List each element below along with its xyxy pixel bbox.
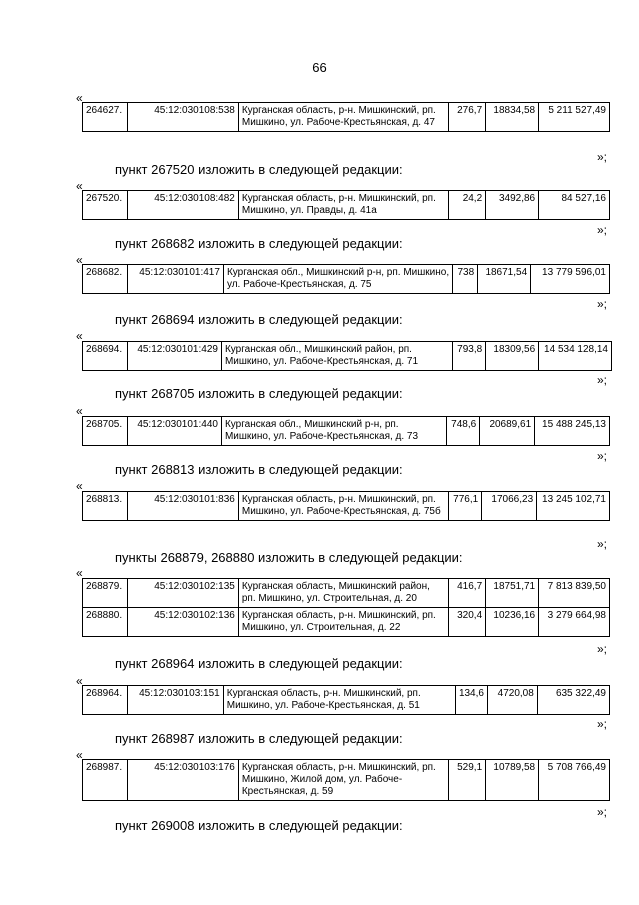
address: Курганская область, р-н. Мишкинский, рп. Мишкино, ул. Рабоче-Крестьянская, д. 51 <box>223 686 455 715</box>
rate: 10236,16 <box>486 608 539 637</box>
address: Курганская область, р-н. Мишкинский, рп. Мишкино, ул. Строительная, д. 22 <box>238 608 448 637</box>
close-quote: »; <box>597 449 608 463</box>
area: 793,8 <box>453 342 486 371</box>
open-quote: « <box>76 674 83 688</box>
cost: 3 279 664,98 <box>539 608 610 637</box>
paragraph-heading: пункт 268682 изложить в следующей редакции: <box>115 236 403 251</box>
cadastral-number: 45:12:030108:538 <box>127 103 238 132</box>
entry-table <box>82 578 610 637</box>
close-quote: »; <box>597 373 608 387</box>
cadastral-number: 45:12:030101:417 <box>127 265 223 294</box>
address: Курганская обл., Мишкинский р-н, рп. Мишкино, ул. Рабоче-Крестьянская, д. 73 <box>221 417 446 446</box>
rate: 18309,56 <box>486 342 539 371</box>
paragraph-heading: пункт 269008 изложить в следующей редакции: <box>115 818 403 833</box>
cost: 14 534 128,14 <box>539 342 612 371</box>
table-row <box>83 417 610 446</box>
paragraph-heading: пункт 268964 изложить в следующей редакции: <box>115 656 403 671</box>
cadastral-number: 45:12:030108:482 <box>127 191 238 220</box>
area: 320,4 <box>449 608 486 637</box>
paragraph-heading: пункт 268987 изложить в следующей редакции: <box>115 731 403 746</box>
paragraph-heading: пункт 267520 изложить в следующей редакции: <box>115 162 403 177</box>
entry-table <box>82 102 610 132</box>
cadastral-number: 45:12:030101:429 <box>127 342 221 371</box>
cadastral-number: 45:12:030102:136 <box>127 608 238 637</box>
area: 276,7 <box>449 103 486 132</box>
rate: 18671,54 <box>478 265 531 294</box>
cost: 5 708 766,49 <box>539 760 610 801</box>
paragraph-heading: пункт 268694 изложить в следующей редакции: <box>115 312 403 327</box>
row-number: 268694. <box>83 342 128 371</box>
open-quote: « <box>76 404 83 418</box>
cadastral-number: 45:12:030103:151 <box>127 686 223 715</box>
rate: 18834,58 <box>486 103 539 132</box>
open-quote: « <box>76 179 83 193</box>
table-row <box>83 492 610 521</box>
table-row <box>83 265 610 294</box>
cadastral-number: 45:12:030101:836 <box>127 492 238 521</box>
cost: 13 779 596,01 <box>531 265 610 294</box>
paragraph-heading: пункт 268813 изложить в следующей редакции: <box>115 462 403 477</box>
row-number: 268879. <box>83 579 128 608</box>
open-quote: « <box>76 479 83 493</box>
address: Курганская область, р-н. Мишкинский, рп. Мишкино, Жилой дом, ул. Рабоче-Крестьянская, д. 59 <box>238 760 448 801</box>
close-quote: »; <box>597 537 608 551</box>
rate: 4720,08 <box>487 686 537 715</box>
row-number: 264627. <box>83 103 128 132</box>
row-number: 267520. <box>83 191 128 220</box>
open-quote: « <box>76 748 83 762</box>
area: 738 <box>453 265 478 294</box>
entry-table <box>82 416 610 446</box>
address: Курганская область, Мишкинский район, рп. Мишкино, ул. Строительная, д. 20 <box>238 579 448 608</box>
rate: 10789,58 <box>486 760 539 801</box>
entry-table <box>82 759 610 801</box>
page-number: 66 <box>312 60 327 75</box>
cost: 7 813 839,50 <box>539 579 610 608</box>
row-number: 268987. <box>83 760 128 801</box>
address: Курганская область, р-н. Мишкинский, рп. Мишкино, ул. Правды, д. 41а <box>238 191 448 220</box>
entry-table <box>82 491 610 521</box>
area: 24,2 <box>449 191 486 220</box>
close-quote: »; <box>597 223 608 237</box>
close-quote: »; <box>597 717 608 731</box>
cadastral-number: 45:12:030102:135 <box>127 579 238 608</box>
row-number: 268813. <box>83 492 128 521</box>
row-number: 268705. <box>83 417 128 446</box>
cadastral-number: 45:12:030101:440 <box>127 417 221 446</box>
entry-table <box>82 190 610 220</box>
open-quote: « <box>76 329 83 343</box>
entry-table <box>82 341 612 371</box>
address: Курганская область, р-н. Мишкинский, рп. Мишкино, ул. Рабоче-Крестьянская, д. 75б <box>238 492 448 521</box>
area: 416,7 <box>449 579 486 608</box>
cost: 15 488 245,13 <box>535 417 610 446</box>
rate: 17066,23 <box>482 492 537 521</box>
table-row <box>83 342 612 371</box>
area: 134,6 <box>455 686 487 715</box>
rate: 20689,61 <box>480 417 535 446</box>
address: Курганская обл., Мишкинский район, рп. Мишкино, ул. Рабоче-Крестьянская, д. 71 <box>221 342 452 371</box>
address: Курганская обл., Мишкинский р-н, рп. Мишкино, ул. Рабоче-Крестьянская, д. 75 <box>223 265 452 294</box>
entry-table <box>82 264 610 294</box>
close-quote: »; <box>597 150 608 164</box>
close-quote: »; <box>597 297 608 311</box>
area: 748,6 <box>447 417 480 446</box>
entry-table <box>82 685 610 715</box>
open-quote: « <box>76 566 83 580</box>
table-row <box>83 103 610 132</box>
cost: 5 211 527,49 <box>539 103 610 132</box>
cost: 13 245 102,71 <box>537 492 610 521</box>
table-row <box>83 579 610 608</box>
table-row <box>83 191 610 220</box>
table-row <box>83 760 610 801</box>
close-quote: »; <box>597 642 608 656</box>
table-row <box>83 686 610 715</box>
area: 776,1 <box>449 492 482 521</box>
rate: 18751,71 <box>486 579 539 608</box>
address: Курганская область, р-н. Мишкинский, рп. Мишкино, ул. Рабоче-Крестьянская, д. 47 <box>238 103 448 132</box>
row-number: 268964. <box>83 686 128 715</box>
cadastral-number: 45:12:030103:176 <box>127 760 238 801</box>
row-number: 268880. <box>83 608 128 637</box>
open-quote: « <box>76 91 83 105</box>
area: 529,1 <box>449 760 486 801</box>
open-quote: « <box>76 253 83 267</box>
paragraph-heading: пункты 268879, 268880 изложить в следующей редакции: <box>115 550 463 565</box>
row-number: 268682. <box>83 265 128 294</box>
paragraph-heading: пункт 268705 изложить в следующей редакции: <box>115 386 403 401</box>
rate: 3492,86 <box>486 191 539 220</box>
close-quote: »; <box>597 805 608 819</box>
cost: 84 527,16 <box>539 191 610 220</box>
cost: 635 322,49 <box>537 686 609 715</box>
table-row <box>83 608 610 637</box>
